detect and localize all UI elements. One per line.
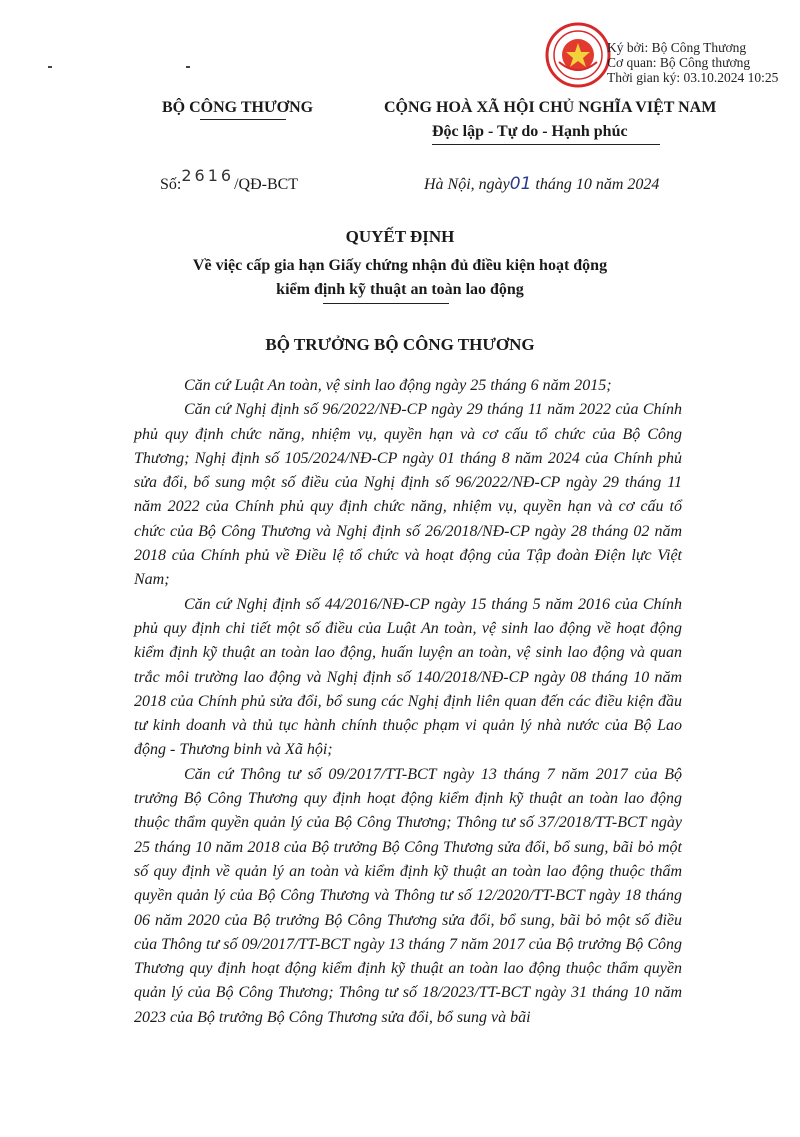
national-emblem-stamp-icon bbox=[545, 22, 611, 88]
issuing-organization bbox=[162, 99, 313, 117]
legal-basis-paragraph: Căn cứ Nghị định số 44/2016/NĐ-CP ngày 15 tháng 5 năm 2016 của Chính phủ quy định chi tiết một số điều của Luật An toàn, vệ sinh lao động về hoạt động kiểm định kỹ thuật an toàn lao động, huấn luyện an toàn, vệ sinh lao động và quan trắc môi trường lao động và Nghị định số 140/2018/NĐ-CP ngày 08 tháng 10 năm 2018 của Chính phủ sửa đổi, bổ sung các Nghị định liên quan đến các điều kiện đầu tư kinh doanh và thủ tục hành chính thuộc phạm vi quản lý nhà nước của Bộ Lao động - Thương binh và Xã hội; bbox=[134, 595, 682, 759]
subject-underline bbox=[323, 303, 449, 304]
signature-signed-by: Ký bởi: Bộ Công Thương bbox=[607, 40, 747, 55]
document-subject bbox=[0, 254, 800, 302]
national-motto: Độc lập - Tự do - Hạnh phúc bbox=[432, 123, 628, 140]
subject-line-2: kiểm định kỹ thuật an toàn lao động bbox=[276, 281, 524, 298]
scan-speck bbox=[48, 66, 52, 68]
legal-basis-paragraph: Căn cứ Thông tư số 09/2017/TT-BCT ngày 13 tháng 7 năm 2017 của Bộ trưởng Bộ Công Thương quy định hoạt động kiểm định kỹ thuật an toàn lao động thuộc thẩm quyền quản lý của Bộ Công Thương; Thông tư số 37/2018/TT-BCT ngày 25 tháng 10 năm 2018 của Bộ trưởng Bộ Công Thương sửa đổi, bổ sung, bãi bỏ một số quy định về quản lý an toàn và kiểm định kỹ thuật an toàn lao động thuộc thẩm quyền quản lý của Bộ Công Thương và Thông tư số 12/2020/TT-BCT ngày 18 tháng 06 năm 2020 của Bộ trưởng Bộ Công Thương sửa đổi, bổ sung, bãi bỏ một số điều của Thông tư số 09/2017/TT-BCT ngày 13 tháng 7 năm 2017 của Bộ trưởng Bộ Công Thương quy định hoạt động kiểm định kỹ thuật an toàn lao động thuộc thẩm quyền quản lý của Bộ Công Thương; Thông tư số 18/2023/TT-BCT ngày 31 tháng 10 năm 2023 của Bộ trưởng Bộ Công Thương sửa đổi, bổ sung và bãi bbox=[134, 765, 682, 1026]
place-date-day-handwritten: 01 bbox=[509, 174, 532, 194]
doc-number-prefix: Số: bbox=[160, 176, 182, 193]
legal-basis-paragraph: Căn cứ Luật An toàn, vệ sinh lao động ngày 25 tháng 6 năm 2015; bbox=[184, 377, 612, 394]
place-date-prefix: Hà Nội, ngày bbox=[424, 176, 510, 193]
place-date-suffix: tháng 10 năm 2024 bbox=[535, 176, 660, 193]
document-body bbox=[134, 374, 682, 1030]
signature-time: Thời gian ký: 03.10.2024 10:25 bbox=[607, 70, 779, 85]
organization-name: BỘ CÔNG THƯƠNG bbox=[162, 99, 314, 116]
doc-number-handwritten: 2616 bbox=[181, 166, 235, 185]
subject-line-1: Về việc cấp gia hạn Giấy chứng nhận đủ điều kiện hoạt động bbox=[192, 257, 608, 274]
signature-agency: Cơ quan: Bộ Công thương bbox=[607, 55, 751, 70]
legal-basis-paragraph: Căn cứ Nghị định số 96/2022/NĐ-CP ngày 29 tháng 11 năm 2022 của Chính phủ quy định chức năng, nhiệm vụ, quyền hạn và cơ cấu tổ chức của Bộ Công Thương; Nghị định số 105/2024/NĐ-CP ngày 01 tháng 8 năm 2024 của Chính phủ sửa đổi, bổ sung một số điều của Nghị định số 96/2022/NĐ-CP ngày 29 tháng 11 năm 2022 của Chính phủ quy định chức năng, nhiệm vụ, quyền hạn và cơ cấu tổ chức của Bộ Công Thương và Nghị định số 26/2018/NĐ-CP ngày 28 tháng 02 năm 2018 của Chính phủ về Điều lệ tổ chức và hoạt động của Tập đoàn Điện lực Việt Nam; bbox=[134, 401, 682, 589]
motto-underline bbox=[432, 144, 660, 145]
document-number bbox=[160, 166, 299, 194]
doc-number-suffix: /QĐ-BCT bbox=[234, 176, 299, 193]
document-title: QUYẾT ĐỊNH bbox=[345, 227, 455, 246]
authority-heading: BỘ TRƯỞNG BỘ CÔNG THƯƠNG bbox=[265, 335, 535, 354]
digital-signature bbox=[545, 22, 800, 88]
national-title: CỘNG HOÀ XÃ HỘI CHỦ NGHĨA VIỆT NAM bbox=[384, 99, 717, 116]
place-and-date bbox=[424, 174, 659, 194]
scan-speck bbox=[186, 66, 190, 68]
organization-underline bbox=[200, 119, 286, 120]
